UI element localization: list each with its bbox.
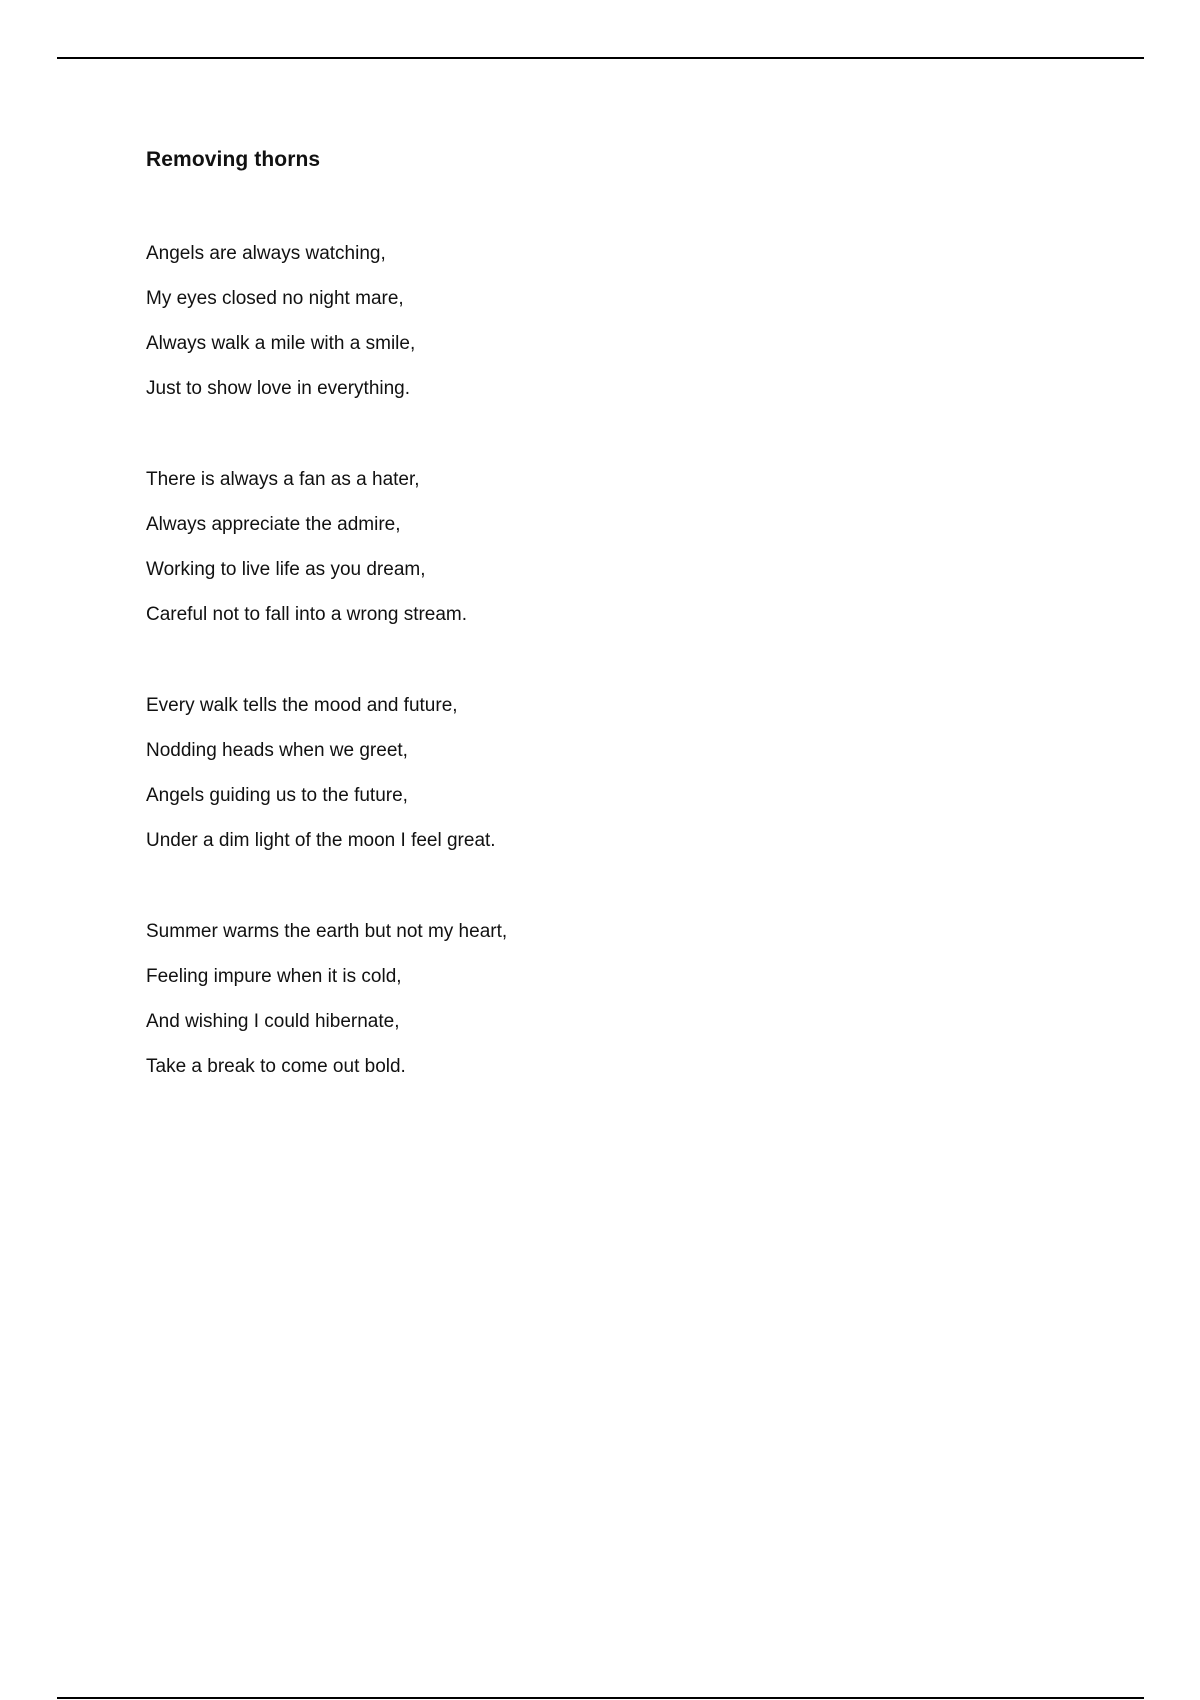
poem-line: Nodding heads when we greet, [146, 740, 408, 761]
poem [146, 140, 1046, 1135]
poem-line: Take a break to come out bold. [146, 1056, 406, 1077]
header-rule [57, 57, 1144, 59]
stanza-2 [146, 457, 1046, 637]
stanza-4 [146, 909, 1046, 1089]
poem-line: Working to live life as you dream, [146, 559, 426, 580]
poem-line: And wishing I could hibernate, [146, 1011, 400, 1032]
poem-line: Angels guiding us to the future, [146, 785, 408, 806]
poem-line: Every walk tells the mood and future, [146, 695, 458, 716]
poem-title: Removing thorns [146, 148, 321, 171]
poem-line: Just to show love in everything. [146, 378, 411, 399]
poem-line: Under a dim light of the moon I feel great. [146, 830, 496, 851]
poem-line: My eyes closed no night mare, [146, 288, 404, 309]
poem-line: Angels are always watching, [146, 243, 386, 264]
poem-line: There is always a fan as a hater, [146, 469, 420, 490]
poem-line: Summer warms the earth but not my heart, [146, 921, 508, 942]
footer-rule [57, 1697, 1144, 1699]
poem-line: Feeling impure when it is cold, [146, 966, 402, 987]
stanza-1 [146, 231, 1046, 411]
poem-line: Always walk a mile with a smile, [146, 333, 416, 354]
poem-line: Careful not to fall into a wrong stream. [146, 604, 468, 625]
poem-line: Always appreciate the admire, [146, 514, 401, 535]
stanza-3 [146, 683, 1046, 863]
